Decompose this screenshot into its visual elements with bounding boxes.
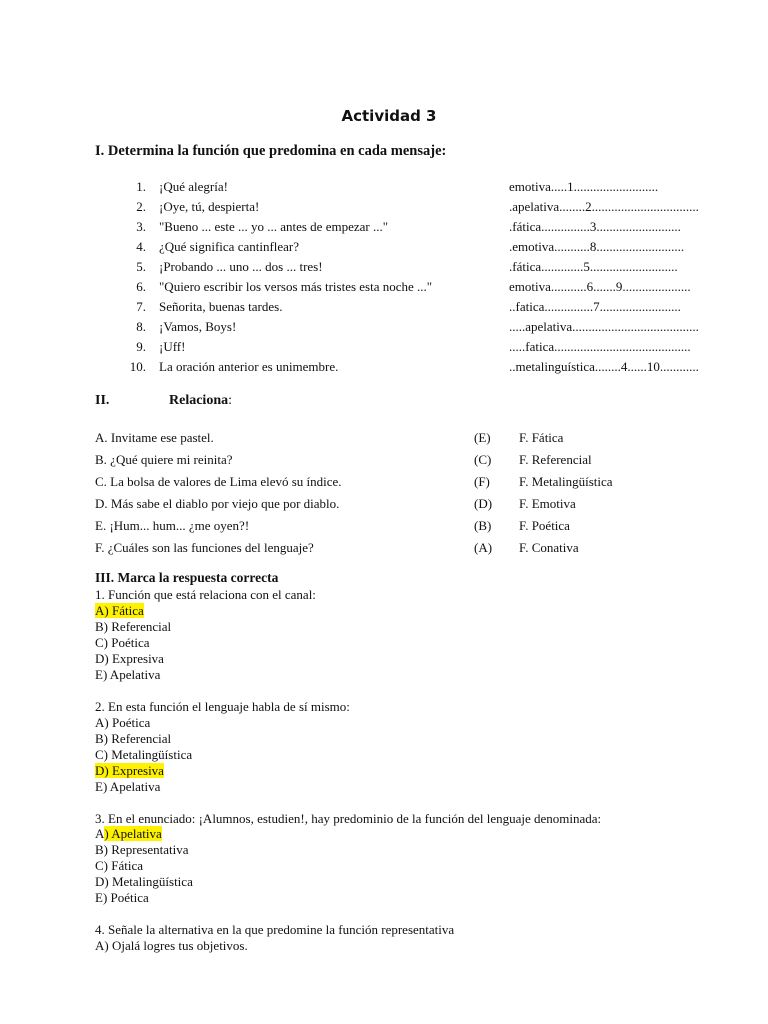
q3-option-c: C) Fática [95, 858, 144, 873]
item-text: La oración anterior es unimembre. [159, 359, 339, 374]
item-text: ¡Oye, tú, despierta! [159, 199, 260, 214]
q1-option-c: C) Poética [95, 635, 150, 650]
match-code: (F) [474, 474, 490, 489]
q1-option-a [95, 603, 144, 619]
item-number: 8. [136, 319, 146, 334]
match-code: (E) [474, 430, 491, 445]
item-text: ¿Qué significa cantinflear? [159, 239, 300, 254]
match-left: C. La bolsa de valores de Lima elevó su índice. [95, 474, 342, 489]
match-function: F. Emotiva [519, 496, 576, 511]
page-title: Actividad 3 [341, 107, 437, 125]
match-function: F. Fática [519, 430, 564, 445]
item-answer: .apelativa........2................................. [509, 199, 699, 214]
match-code: (D) [474, 496, 493, 511]
item-text: "Bueno ... este ... yo ... antes de empezar ..." [159, 219, 389, 234]
item-answer: .....fatica.......................................... [509, 339, 691, 354]
match-function: F. Poética [519, 518, 570, 533]
item-number: 7. [136, 299, 146, 314]
q1-option-e: E) Apelativa [95, 667, 161, 682]
item-number: 1. [136, 179, 146, 194]
item-number: 5. [136, 259, 146, 274]
section2-heading [169, 393, 232, 409]
section3-heading: III. Marca la respuesta correcta [95, 570, 279, 585]
match-function: F. Referencial [519, 452, 592, 467]
item-text: "Quiero escribir los versos más tristes esta noche ..." [159, 279, 433, 294]
item-number: 6. [136, 279, 146, 294]
item-answer: .fática.............5........................... [509, 259, 678, 274]
question-1: 1. Función que está relaciona con el canal: [95, 587, 316, 602]
q3-option-a-highlighted: ) Apelativa [104, 826, 162, 841]
item-answer: ..fatica...............7......................... [509, 299, 681, 314]
item-number: 10. [129, 359, 146, 374]
item-number: 2. [136, 199, 146, 214]
q1-option-a-highlighted: A) Fática [95, 603, 144, 618]
item-number: 9. [136, 339, 146, 354]
match-left: E. ¡Hum... hum... ¿me oyen?! [95, 518, 250, 533]
item-text: Señorita, buenas tardes. [159, 299, 283, 314]
q3-option-e: E) Poética [95, 890, 149, 905]
question-4: 4. Señale la alternativa en la que predomine la función representativa [95, 922, 455, 937]
q1-option-d: D) Expresiva [95, 651, 164, 666]
match-left: A. Invitame ese pastel. [95, 430, 214, 445]
q3-option-b: B) Representativa [95, 842, 189, 857]
item-answer: .....apelativa....................................... [509, 319, 699, 334]
item-number: 3. [136, 219, 146, 234]
item-text: ¡Vamos, Boys! [159, 319, 237, 334]
match-function: F. Metalingüística [519, 474, 613, 489]
q3-option-d: D) Metalingüística [95, 874, 193, 889]
match-left: F. ¿Cuáles son las funciones del lenguaje? [95, 540, 314, 555]
match-left: D. Más sabe el diablo por viejo que por diablo. [95, 496, 340, 511]
item-answer: .emotiva...........8........................... [509, 239, 685, 254]
q3-option-a [95, 826, 162, 842]
match-code: (A) [474, 540, 493, 555]
match-function: F. Conativa [519, 540, 579, 555]
section2-colon: : [228, 393, 232, 408]
section1-heading: I. Determina la función que predomina en cada mensaje: [95, 143, 447, 159]
q2-option-d-highlighted: D) Expresiva [95, 763, 164, 778]
q2-option-c: C) Metalingüística [95, 747, 193, 762]
item-number: 4. [136, 239, 146, 254]
section2-roman: II. [95, 393, 110, 408]
item-text: ¡Probando ... uno ... dos ... tres! [159, 259, 323, 274]
match-code: (B) [474, 518, 492, 533]
q4-option-a: A) Ojalá logres tus objetivos. [95, 938, 248, 953]
q3-option-a-prefix: A [95, 826, 105, 841]
question-3: 3. En el enunciado: ¡Alumnos, estudien!, hay predominio de la función del lenguaje denominada: [95, 811, 602, 826]
item-text: ¡Qué alegría! [159, 179, 228, 194]
item-answer: emotiva...........6.......9..................... [509, 279, 691, 294]
match-code: (C) [474, 452, 492, 467]
item-answer: ..metalinguística........4......10............ [509, 359, 699, 374]
item-answer: emotiva.....1.......................... [509, 179, 659, 194]
section2-label: Relaciona [169, 393, 229, 408]
q1-option-b: B) Referencial [95, 619, 172, 634]
question-2: 2. En esta función el lenguaje habla de sí mismo: [95, 699, 350, 714]
q2-option-a: A) Poética [95, 715, 151, 730]
match-left: B. ¿Qué quiere mi reinita? [95, 452, 233, 467]
q2-option-e: E) Apelativa [95, 779, 161, 794]
q2-option-d [95, 763, 164, 779]
item-text: ¡Uff! [159, 339, 186, 354]
q2-option-b: B) Referencial [95, 731, 172, 746]
item-answer: .fática...............3.......................... [509, 219, 681, 234]
